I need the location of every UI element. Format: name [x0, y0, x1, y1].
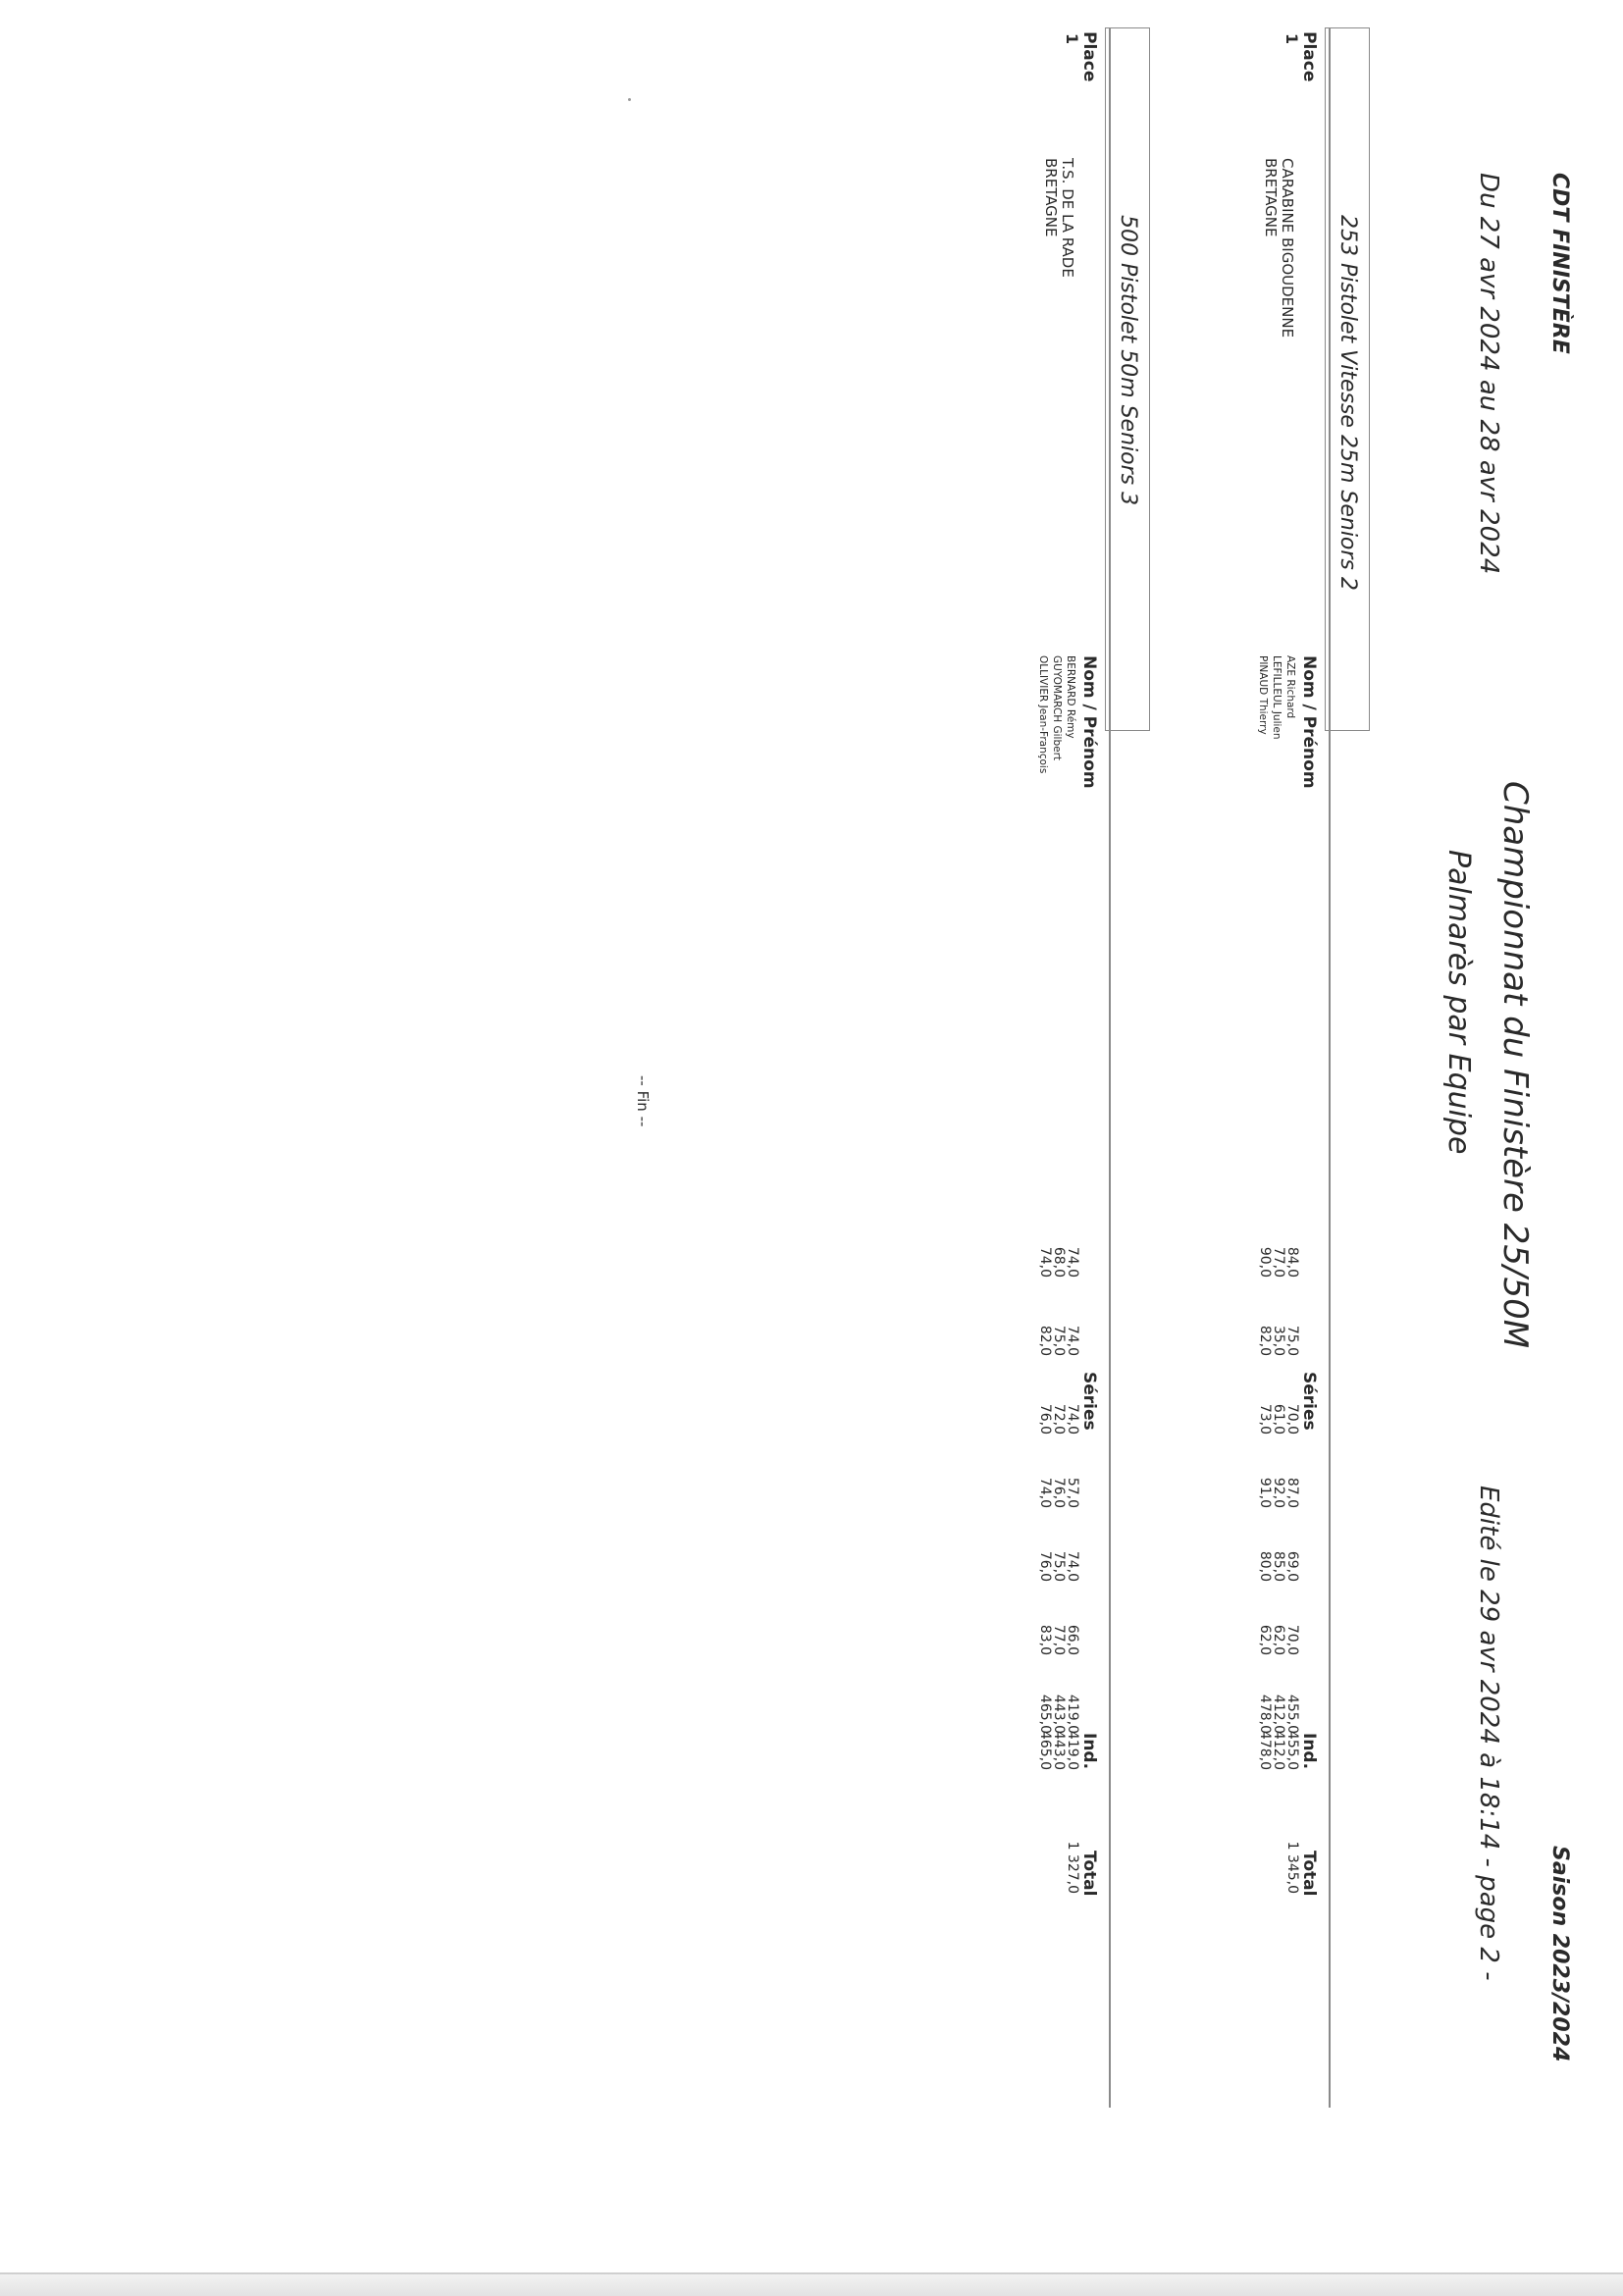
event-title-box [1105, 27, 1150, 731]
series-score: 68,0 [1051, 1246, 1067, 1278]
shooter-list [1256, 655, 1297, 740]
shooter-name: GUYOMARCH Gilbert [1051, 655, 1063, 761]
series-column [1038, 1463, 1079, 1508]
series-score: 75,0 [1051, 1325, 1067, 1356]
series-column [1258, 1463, 1299, 1508]
individual-score: 478,0 [1257, 1730, 1273, 1770]
document-subtitle: Palmarès par Equipe [1441, 850, 1476, 1155]
series-column [1258, 1389, 1299, 1435]
section-rule [1109, 27, 1111, 2108]
column-header-place: Place [1299, 31, 1319, 82]
series-score: 92,0 [1271, 1477, 1286, 1508]
series-score: 66,0 [1065, 1624, 1080, 1655]
individual-score: 419,0 [1065, 1730, 1080, 1770]
series-score: 75,0 [1284, 1325, 1300, 1356]
competition-period: Du 27 avr 2024 au 28 avr 2024 [1474, 173, 1503, 575]
club-name: T.S. DE LA RADE [1059, 158, 1076, 278]
series-score: 62,0 [1257, 1624, 1273, 1655]
edition-date: Edité le 29 avr 2024 à 18:14 - page 2 - [1474, 1486, 1503, 1981]
series-score: 74,0 [1065, 1246, 1080, 1278]
series-score: 74,0 [1065, 1550, 1080, 1582]
series-score: 77,0 [1051, 1624, 1067, 1655]
series-score: 70,0 [1284, 1403, 1300, 1435]
series-score: 69,0 [1284, 1550, 1300, 1582]
series-score: 443,0 [1051, 1694, 1067, 1734]
event-title: 500 Pistolet 50m Seniors 3 [1116, 215, 1140, 506]
section-rule [1329, 27, 1331, 2108]
end-marker: -- Fin -- [634, 1075, 652, 1127]
series-score: 455,0 [1284, 1694, 1300, 1734]
series-score: 80,0 [1257, 1550, 1273, 1582]
event-title: 253 Pistolet Vitesse 25m Seniors 2 [1335, 215, 1360, 591]
document-title: Championnat du Finistère 25/50M [1495, 781, 1535, 1349]
series-score: 82,0 [1257, 1325, 1273, 1356]
shooter-name: BERNARD Rémy [1065, 655, 1076, 739]
series-column [1038, 1311, 1079, 1356]
team-total-col [1285, 1833, 1299, 1894]
series-score: 57,0 [1065, 1477, 1080, 1508]
series-column [1038, 1232, 1079, 1278]
club-region: BRETAGNE [1262, 158, 1280, 237]
series-score: 90,0 [1257, 1246, 1273, 1278]
series-score: 76,0 [1037, 1550, 1053, 1582]
series-column [1258, 1232, 1299, 1278]
shooter-name: AZE Richard [1284, 655, 1296, 719]
column-header-total: Total [1079, 1851, 1099, 1897]
series-score: 74,0 [1037, 1477, 1053, 1508]
event-title-box [1325, 27, 1370, 731]
shooter-name: LEFILLEUL Julien [1271, 655, 1283, 740]
team-total: 1 327,0 [1065, 1841, 1080, 1894]
series-score: 82,0 [1037, 1325, 1053, 1356]
season-label: Saison 2023/2024 [1547, 1846, 1572, 2062]
column-header-name: Nom / Prénom [1299, 655, 1319, 789]
series-score: 70,0 [1284, 1624, 1300, 1655]
team-total: 1 345,0 [1284, 1841, 1300, 1894]
individual-score: 443,0 [1051, 1730, 1067, 1770]
column-header-individual: Ind. [1079, 1733, 1099, 1770]
column-header-series: Séries [1079, 1372, 1099, 1431]
team-club [1262, 158, 1295, 338]
series-score: 465,0 [1037, 1694, 1053, 1734]
series-score: 72,0 [1051, 1403, 1067, 1435]
series-score: 87,0 [1284, 1477, 1300, 1508]
column-header-total: Total [1299, 1851, 1319, 1897]
series-column [1258, 1689, 1299, 1734]
series-score: 74,0 [1065, 1403, 1080, 1435]
series-score: 478,0 [1257, 1694, 1273, 1734]
individual-score: 465,0 [1037, 1730, 1053, 1770]
series-column [1258, 1610, 1299, 1655]
team-place: 1 [1063, 33, 1081, 45]
series-score: 84,0 [1284, 1246, 1300, 1278]
series-score: 75,0 [1051, 1550, 1067, 1582]
club-name: CARABINE BIGOUDENNE [1279, 158, 1296, 339]
series-column [1038, 1537, 1079, 1582]
series-score: 73,0 [1257, 1403, 1273, 1435]
series-column [1038, 1689, 1079, 1734]
series-score: 85,0 [1271, 1550, 1286, 1582]
series-column [1258, 1537, 1299, 1582]
document-page [22, 6, 1621, 2263]
series-column [1038, 1389, 1079, 1435]
series-score: 76,0 [1037, 1403, 1053, 1435]
club-region: BRETAGNE [1042, 158, 1060, 237]
series-score: 74,0 [1065, 1325, 1080, 1356]
series-score: 91,0 [1257, 1477, 1273, 1508]
scan-bottom-edge [0, 2272, 1623, 2296]
team-club [1042, 158, 1075, 278]
series-score: 74,0 [1037, 1246, 1053, 1278]
series-score: 76,0 [1051, 1477, 1067, 1508]
series-score: 61,0 [1271, 1403, 1286, 1435]
column-header-series: Séries [1299, 1372, 1319, 1431]
series-score: 419,0 [1065, 1694, 1080, 1734]
team-total-col [1066, 1833, 1079, 1894]
shooter-list [1036, 655, 1077, 773]
shooter-name: PINAUD Thierry [1257, 655, 1269, 735]
series-score: 77,0 [1271, 1246, 1286, 1278]
series-score: 83,0 [1037, 1624, 1053, 1655]
individual-score: 455,0 [1284, 1730, 1300, 1770]
shooter-name: OLLIVIER Jean-François [1037, 655, 1049, 774]
series-score: 35,0 [1271, 1325, 1286, 1356]
team-place: 1 [1283, 33, 1301, 45]
column-header-individual: Ind. [1299, 1733, 1319, 1770]
column-header-name: Nom / Prénom [1079, 655, 1099, 789]
series-score: 412,0 [1271, 1694, 1286, 1734]
column-header-place: Place [1079, 31, 1099, 82]
series-score: 62,0 [1271, 1624, 1286, 1655]
series-column [1038, 1610, 1079, 1655]
organization-name: CDT FINISTÈRE [1547, 173, 1572, 354]
series-column [1258, 1311, 1299, 1356]
individual-score: 412,0 [1271, 1730, 1286, 1770]
